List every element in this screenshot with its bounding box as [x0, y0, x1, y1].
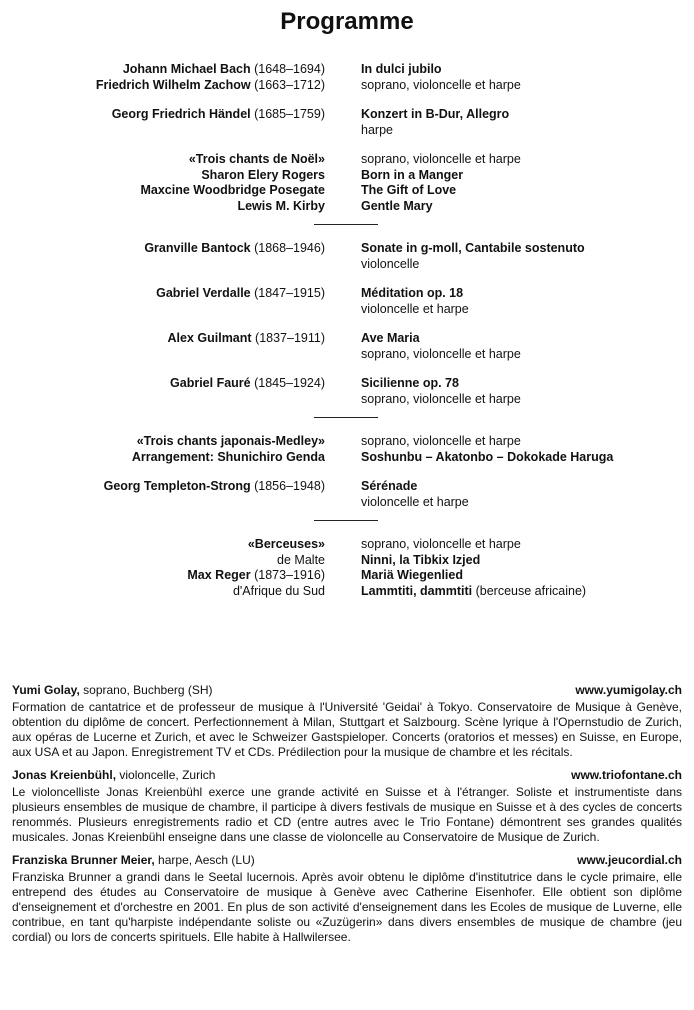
work-title: violoncelle et harpe — [361, 301, 469, 316]
composer-cell — [0, 376, 325, 390]
composer-cell — [0, 183, 325, 197]
work-title: In dulci jubilo — [361, 62, 442, 76]
work-cell — [361, 123, 393, 137]
composer-name: Gabriel Verdalle — [156, 286, 251, 300]
programme-row — [0, 199, 694, 215]
programme-row — [0, 392, 694, 408]
composer-cell — [0, 78, 325, 92]
work-cell — [361, 241, 585, 255]
section-divider — [314, 224, 378, 225]
programme-row — [0, 123, 694, 139]
performer-website-link[interactable]: www.jeucordial.ch — [577, 853, 682, 867]
work-title: Ave Maria — [361, 331, 420, 345]
work-cell — [361, 434, 521, 448]
bio-entry — [12, 853, 682, 945]
composer-dates: (1648–1694) — [250, 62, 325, 76]
work-cell — [361, 553, 480, 567]
work-cell — [361, 568, 463, 582]
bio-header — [12, 683, 682, 698]
work-title: Sicilienne op. 78 — [361, 376, 459, 390]
work-cell — [361, 168, 463, 182]
work-cell — [361, 286, 463, 300]
composer-dates: (1873–1916) — [250, 568, 325, 582]
programme-list — [0, 62, 694, 613]
programme-group — [0, 479, 694, 510]
work-title: soprano, violoncelle et harpe — [361, 391, 521, 406]
composer-cell — [0, 568, 325, 582]
composer-cell — [0, 152, 325, 166]
bio-performer — [12, 683, 213, 698]
work-cell — [361, 302, 469, 316]
composer-name: Friedrich Wilhelm Zachow — [95, 77, 251, 92]
programme-row — [0, 78, 694, 94]
bio-performer — [12, 768, 215, 783]
composer-name: «Berceuses» — [247, 537, 325, 551]
work-title: soprano, violoncelle et harpe — [361, 77, 521, 92]
work-cell — [361, 78, 521, 92]
work-title: Born in a Manger — [361, 167, 464, 182]
composer-name: Granville Bantock — [144, 241, 251, 255]
work-title: violoncelle — [361, 256, 420, 271]
programme-row — [0, 553, 694, 569]
work-cell — [361, 257, 419, 271]
composer-name: Arrangement: Shunichiro Genda — [131, 449, 325, 464]
composer-name: Johann Michael Bach — [122, 62, 251, 76]
work-title: soprano, violoncelle et harpe — [361, 537, 521, 551]
programme-row — [0, 183, 694, 199]
composer-cell — [0, 286, 325, 300]
bio-text: Le violoncelliste Jonas Kreienbühl exerce une grande activité en Suisse et à l'étranger. Soliste et instrumentiste dans plusieurs ensembles de musique de chambre, il participe à divers festivals de musique en Suisse et à des cycles de concerts renommés. Plusieurs enregistrements radio et CD (entre autres avec le Trio Fontane) démontrent ses grandes qualités musicales. Jonas Kreienbühl enseigne dans une classe de violoncelle au Conservatoire de Musique de Zurich. — [12, 785, 682, 844]
work-title: Gentle Mary — [361, 198, 433, 213]
work-cell — [361, 183, 456, 197]
composer-cell — [0, 553, 325, 567]
composer-name: «Trois chants japonais-Medley» — [136, 434, 325, 448]
programme-group — [0, 537, 694, 599]
work-cell — [361, 537, 521, 551]
bio-entry — [12, 683, 682, 760]
section-divider — [314, 417, 378, 418]
composer-name: Gabriel Fauré — [170, 376, 251, 390]
programme-row — [0, 584, 694, 600]
work-cell — [361, 331, 420, 345]
programme-row — [0, 376, 694, 392]
bio-text: Formation de cantatrice et de professeur de musique à l'Université 'Geidai' à Tokyo. Conservatoire de Musique à Genève, obtention du diplôme de concert. Perfectionnement à Milan, Stuttgart et Salzbourg. Scène lyrique à l'Opernstudio de Zurich, aux opéras de Lucerne et Zurich, et avec le Schweizer Gastspieloper. Concerts (oratorios et messes) en Suisse, en Europe, aux USA et au Japon. Enregistrement TV et CDs. Prédilection pour la musique de chambre et les récitals. — [12, 700, 682, 759]
programme-group — [0, 434, 694, 465]
composer-dates: (1685–1759) — [250, 107, 325, 121]
programme-row — [0, 479, 694, 495]
performer-name: Franziska Brunner Meier, — [12, 853, 155, 867]
composer-cell — [0, 584, 325, 598]
programme-row — [0, 434, 694, 450]
work-title: soprano, violoncelle et harpe — [361, 346, 521, 361]
programme-row — [0, 331, 694, 347]
programme-row — [0, 107, 694, 123]
composer-cell — [0, 331, 325, 345]
composer-dates: (1847–1915) — [250, 286, 325, 300]
composer-name: «Trois chants de Noël» — [188, 152, 325, 166]
bio-text: Franziska Brunner a grandi dans le Seetal lucernois. Après avoir obtenu le diplôme d'institutrice dans le cycle primaire, elle entrepend des études au Conservatoire de musique à Genève avec Catherine Eisenhofer. Elle obtient son diplôme d'enseignement et d'orchestre en 2001. En plus de son activité d'enseignement dans les Ecoles de musique de Luverne, elle contribue, en tant qu'harpiste indépendante soliste ou «Zuzügerin» dans divers ensembles de musique de chambre (jeu cordial) ou lors de concerts spirituels. Elle habite à Hallwilersee. — [12, 870, 682, 944]
programme-row — [0, 450, 694, 466]
performer-name: Jonas Kreienbühl, — [12, 768, 117, 782]
composer-dates: (1856–1948) — [250, 479, 325, 493]
programme-group — [0, 331, 694, 362]
programme-row — [0, 241, 694, 257]
bio-entry — [12, 768, 682, 845]
work-cell — [361, 450, 613, 464]
performer-name: Yumi Golay, — [12, 683, 80, 697]
work-cell — [361, 479, 417, 493]
composer-dates: (1837–1911) — [251, 331, 325, 345]
work-cell — [361, 152, 521, 166]
work-cell — [361, 347, 521, 361]
composer-dates: (1663–1712) — [250, 77, 325, 92]
programme-group — [0, 241, 694, 272]
work-title: Soshunbu – Akatonbo – Dokokade Haruga — [361, 449, 614, 464]
performer-bios — [12, 683, 682, 953]
composer-dates: (1868–1946) — [250, 241, 325, 255]
work-cell — [361, 495, 469, 509]
programme-group — [0, 376, 694, 407]
programme-row — [0, 257, 694, 273]
composer-cell — [0, 537, 325, 551]
work-title: Mariä Wiegenlied — [361, 568, 463, 582]
work-title: soprano, violoncelle et harpe — [361, 434, 521, 448]
programme-row — [0, 495, 694, 511]
work-title: Sérénade — [361, 479, 418, 493]
performer-role: violoncelle, Zurich — [116, 768, 216, 782]
work-title: Lammtiti, dammtiti — [361, 583, 473, 598]
performer-website-link[interactable]: www.yumigolay.ch — [575, 683, 682, 697]
programme-row — [0, 62, 694, 78]
work-title: Méditation op. 18 — [361, 286, 464, 300]
composer-cell — [0, 479, 325, 493]
composer-dates: de Malte — [277, 552, 325, 567]
composer-name: Maxcine Woodbridge Posegate — [140, 183, 325, 197]
composer-name: Max Reger — [187, 568, 251, 582]
bio-performer — [12, 853, 255, 868]
work-title: harpe — [361, 122, 393, 137]
work-cell — [361, 584, 586, 598]
work-cell — [361, 376, 459, 390]
composer-cell — [0, 434, 325, 448]
composer-name: Georg Friedrich Händel — [111, 107, 251, 121]
work-cell — [361, 107, 509, 121]
section-divider — [314, 520, 378, 521]
composer-cell — [0, 241, 325, 255]
work-note: (berceuse africaine) — [472, 583, 587, 598]
performer-website-link[interactable]: www.triofontane.ch — [571, 768, 682, 782]
programme-row — [0, 537, 694, 553]
programme-group — [0, 286, 694, 317]
work-title: violoncelle et harpe — [361, 494, 469, 509]
programme-row — [0, 168, 694, 184]
work-title: The Gift of Love — [361, 183, 457, 197]
programme-group — [0, 62, 694, 93]
work-title: Ninni, la Tibkix Izjed — [361, 552, 481, 567]
bio-header — [12, 768, 682, 783]
composer-name: Georg Templeton-Strong — [103, 479, 251, 493]
programme-row — [0, 302, 694, 318]
composer-dates: d'Afrique du Sud — [232, 583, 325, 598]
composer-name: Sharon Elery Rogers — [201, 167, 325, 182]
composer-dates: (1845–1924) — [250, 376, 325, 390]
programme-group — [0, 107, 694, 138]
work-cell — [361, 199, 433, 213]
programme-group — [0, 152, 694, 214]
work-title: soprano, violoncelle et harpe — [361, 152, 521, 166]
programme-row — [0, 347, 694, 363]
composer-name: Lewis M. Kirby — [237, 198, 325, 213]
bio-header — [12, 853, 682, 868]
composer-cell — [0, 168, 325, 182]
programme-row — [0, 286, 694, 302]
performer-role: soprano, Buchberg (SH) — [79, 683, 213, 697]
performer-role: harpe, Aesch (LU) — [154, 853, 255, 867]
page-title: Programme — [280, 8, 414, 35]
work-cell — [361, 62, 442, 76]
work-title: Konzert in B-Dur, Allegro — [361, 107, 510, 121]
composer-cell — [0, 199, 325, 213]
composer-cell — [0, 107, 325, 121]
composer-name: Alex Guilmant — [167, 331, 252, 345]
composer-cell — [0, 62, 325, 76]
composer-cell — [0, 450, 325, 464]
work-cell — [361, 392, 521, 406]
programme-row — [0, 568, 694, 584]
work-title: Sonate in g-moll, Cantabile sostenuto — [361, 241, 585, 255]
programme-row — [0, 152, 694, 168]
